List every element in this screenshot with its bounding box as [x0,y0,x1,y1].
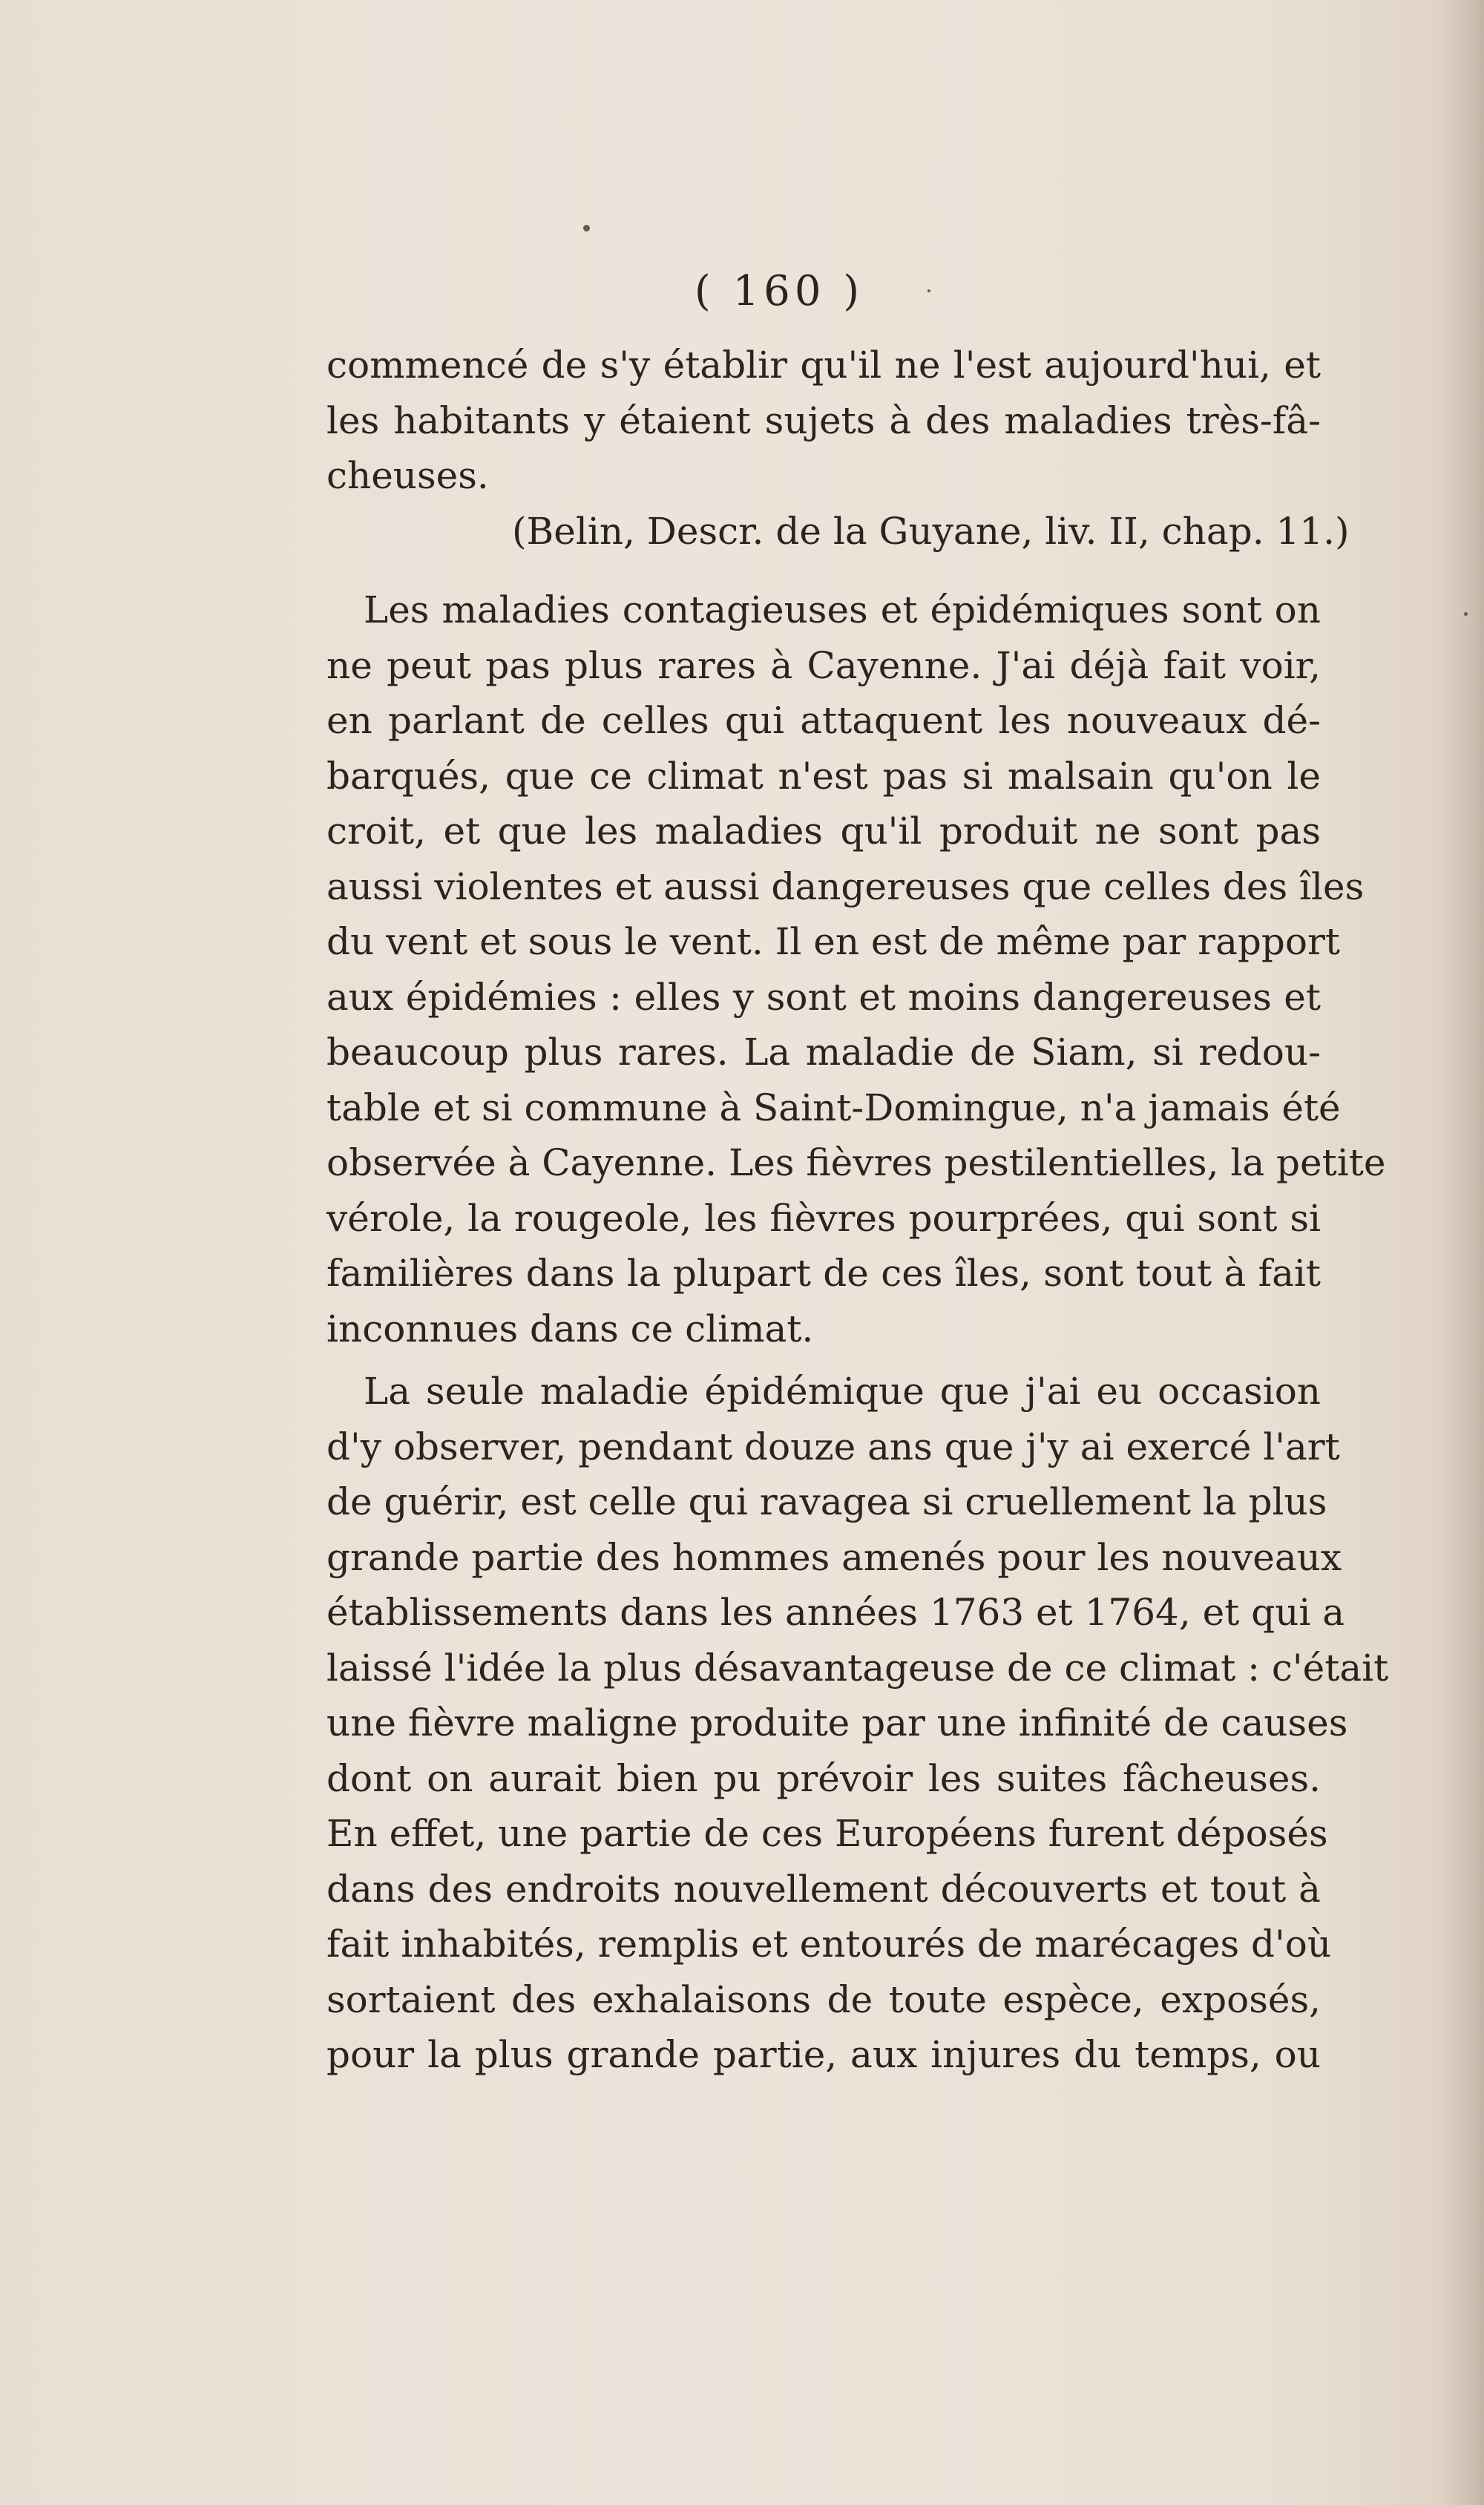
paragraph-1 [326,582,1386,1356]
text-line: observée à Cayenne. Les fièvres pestilentielles, la petite [326,1141,1386,1184]
text-line: La seule maladie épidémique que j'ai eu occasion [364,1370,1321,1413]
text-line: dont on aurait bien pu prévoir les suites fâcheuses. [326,1756,1321,1800]
page-number: ( 160 ) [694,267,864,315]
text-line: aussi violentes et aussi dangereuses que celles des îles [326,864,1365,908]
text-line: d'y observer, pendant douze ans que j'y ai exercé l'art [326,1425,1340,1468]
text-line: cheuses. [326,454,489,497]
ink-speck [583,225,590,232]
text-line: du vent et sous le vent. Il en est de même par rapport [326,920,1340,963]
text-line: dans des endroits nouvellement découverts et tout à [326,1867,1321,1911]
text-line: établissements dans les années 1763 et 1764, et qui a [326,1591,1345,1634]
text-line: commencé de s'y établir qu'il ne l'est aujourd'hui, et [326,344,1321,387]
text-line: barqués, que ce climat n'est pas si malsain qu'on le [326,754,1321,798]
paragraph-2 [326,1364,1389,2083]
text-line: familières dans la plupart de ces îles, sont tout à fait [326,1252,1321,1295]
text-line: croit, et que les maladies qu'il produit ne sont pas [326,810,1321,853]
text-line: ne peut pas plus rares à Cayenne. J'ai déjà fait voir, [326,643,1321,687]
text-line: fait inhabités, remplis et entourés de marécages d'où [326,1923,1332,1966]
text-line: beaucoup plus rares. La maladie de Siam, si redou- [326,1031,1321,1074]
text-line: de guérir, est celle qui ravagea si cruellement la plus [326,1480,1327,1523]
text-line: les habitants y étaient sujets à des maladies très-fâ- [326,398,1321,442]
text-line: inconnues dans ce climat. [326,1307,814,1350]
text-line: table et si commune à Saint-Domingue, n'a jamais été [326,1086,1341,1129]
text-line: vérole, la rougeole, les fièvres pourprées, qui sont si [326,1196,1321,1240]
text-line: aux épidémies : elles y sont et moins dangereuses et [326,975,1321,1019]
text-line: sortaient des exhalaisons de toute espèce, exposés, [326,1977,1321,2021]
text-line: Les maladies contagieuses et épidémiques sont on [364,588,1321,631]
ink-speck [1464,612,1468,616]
intro-block [326,338,1350,559]
page-edge-shadow [1439,0,1484,2505]
text-line: En effet, une partie de ces Européens furent déposés [326,1812,1328,1855]
text-line: grande partie des hommes amenés pour les nouveaux [326,1535,1342,1579]
text-line: une fièvre maligne produite par une infinité de causes [326,1701,1348,1744]
text-line: en parlant de celles qui attaquent les nouveaux dé- [326,699,1321,742]
text-line: laissé l'idée la plus désavantageuse de ce climat : c'était [326,1646,1389,1690]
citation: (Belin, Descr. de la Guyane, liv. II, chap. 11.) [512,509,1350,553]
text-line: pour la plus grande partie, aux injures du temps, ou [326,2033,1321,2076]
